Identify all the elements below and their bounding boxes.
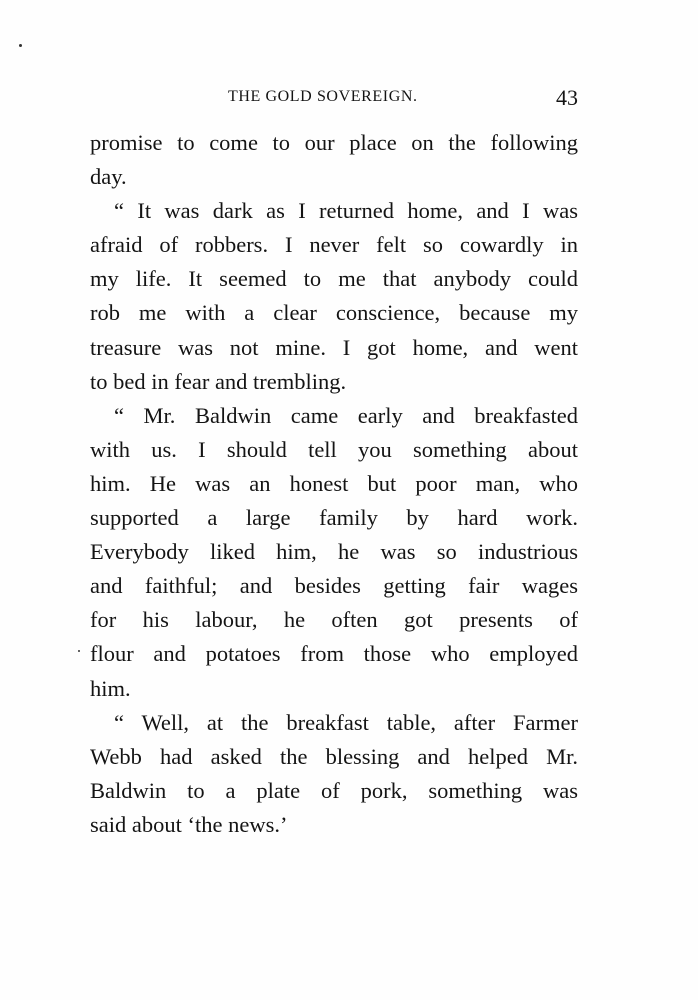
text-line: treasure was not mine. I got home, and went — [90, 334, 578, 360]
paragraph — [90, 399, 578, 706]
text-line: “ Well, at the breakfast table, after Farmer — [114, 709, 578, 735]
text-line: day. — [90, 164, 127, 190]
text-line: him. — [90, 675, 131, 701]
text-line: promise to come to our place on the following — [90, 130, 578, 155]
text-line: and faithful; and besides getting fair wages — [90, 573, 578, 599]
print-speck — [78, 650, 80, 652]
paragraph — [90, 706, 578, 842]
text-line: for his labour, he often got presents of — [90, 607, 578, 633]
paragraph — [90, 194, 578, 399]
text-line: Webb had asked the blessing and helped Mr. — [90, 743, 578, 769]
text-line: “ It was dark as I returned home, and I was — [114, 198, 578, 224]
page-number: 43 — [556, 85, 578, 110]
text-line: Everybody liked him, he was so industrious — [90, 539, 578, 565]
paragraph — [90, 126, 578, 194]
text-line: my life. It seemed to me that anybody could — [90, 266, 578, 292]
text-line: him. He was an honest but poor man, who — [90, 470, 578, 496]
text-line: “ Mr. Baldwin came early and breakfasted — [114, 402, 578, 428]
text-line: supported a large family by hard work. — [90, 505, 578, 531]
text-line: to bed in fear and trembling. — [90, 368, 347, 394]
text-line: with us. I should tell you something about — [90, 436, 578, 462]
running-head — [90, 85, 578, 112]
text-line: said about ‘the news.’ — [90, 811, 288, 837]
body-text — [90, 126, 578, 842]
text-line: afraid of robbers. I never felt so cowardly in — [90, 232, 578, 258]
print-speck — [19, 44, 22, 47]
text-line: flour and potatoes from those who employed — [90, 641, 578, 667]
text-line: Baldwin to a plate of pork, something was — [90, 777, 578, 803]
running-title: THE GOLD SOVEREIGN. — [228, 88, 418, 105]
text-line: rob me with a clear conscience, because my — [90, 300, 578, 326]
